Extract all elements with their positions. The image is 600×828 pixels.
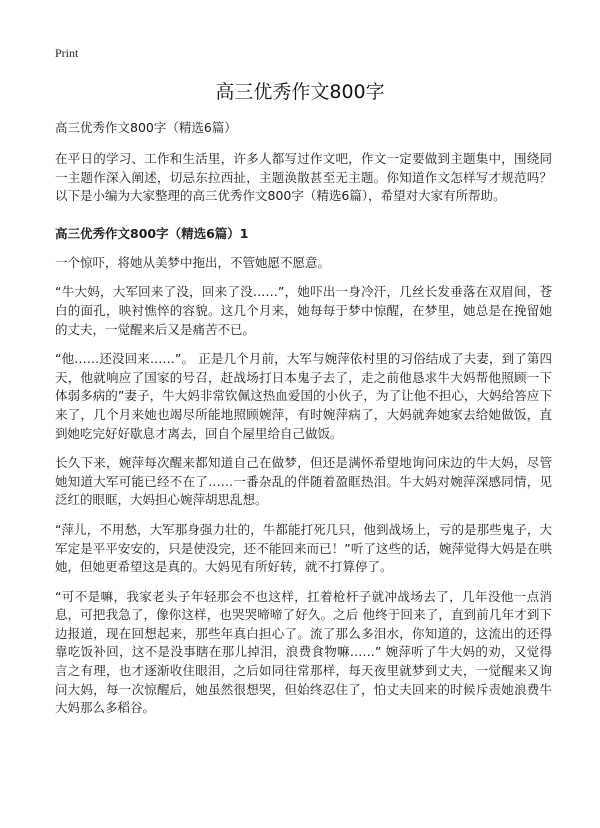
print-link[interactable]: Print <box>55 46 79 60</box>
paragraph-2: “牛大妈，大军回来了没，回来了没……”，她吓出一身冷汗，几丝长发垂落在双眉间，苍白的面孔，映衬憔悴的容貌。这几个月来，她每每于梦中惊醒，在梦里，她总是在挽留她的丈夫，一觉醒来后又是痛苦不已。 <box>55 284 552 337</box>
paragraph-3: “他……还没回来……”。 正是几个月前，大军与婉萍依村里的习俗结成了夫妻，到了第四天，他就响应了国家的号召，赶战场打日本鬼子去了，走之前他恳求牛大妈帮他照顾一下体弱多病的”妻子，牛大妈非常钦佩这热血爱国的小伙子，为了让他不担心，大妈给答应下来了，几个月来她也竭尽所能地照顾婉萍，有时婉萍病了，大妈就奔她家去给她做饭，直到她吃完好好歇息才离去，回自个屋里给自己做饭。 <box>55 351 552 441</box>
paragraph-4: 长久下来，婉萍每次醒来都知道自己在做梦，但还是满怀希望地询问床边的牛大妈，尽管她知道大军可能已经不在了……一番杂乱的伴随着盈眶热泪。牛大妈对婉萍深感同情，见泛红的眼眶，大妈担心婉萍胡思乱想。 <box>55 455 552 508</box>
section-heading: 高三优秀作文800字（精选6篇）1 <box>55 225 249 241</box>
paragraph-6: “可不是嘛，我家老头子年轻那会不也这样，扛着枪杆子就冲战场去了，几年没他一点消息，可把我急了，像你这样，也哭哭啼啼了好久。之后 他终于回来了，直到前几年才到下边报道，现在回想起来，那些年真白担心了。流了那么多泪水，你知道的，这流出的还得靠吃饭补回，这不是没事瞎在那儿掉泪，浪费食物嘛……” 婉萍听了牛大妈的劝，又觉得言之有理，也才逐渐收住眼泪，之后如同往常那样，每天夜里就梦到丈夫，一觉醒来又询问大妈，每一次惊醒后，她虽然很想哭，但始终忍住了，怕丈夫回来的时候斥责她浪费牛大妈那么多稻谷。 <box>55 588 552 716</box>
intro-paragraph: 在平日的学习、工作和生活里，许多人都写过作文吧，作文一定要做到主题集中，围绕同一主题作深入阐述，切忌东拉西扯，主题涣散甚至无主题。你知道作文怎样写才规范吗？以下是小编为大家整理的高三优秀作文800字（精选6篇），希望对大家有所帮助。 <box>55 151 552 204</box>
page-title: 高三优秀作文800字 <box>215 81 385 103</box>
paragraph-5: “萍儿，不用愁，大军那身强力壮的，牛都能打死几只，他到战场上，亏的是那些鬼子，大军定是平平安安的，只是使没完，还不能回来而已！”听了这些的话，婉萍觉得大妈是在哄她，但她更希望这是真的。大妈见有所好转，就不打算停了。 <box>55 521 552 575</box>
article-subtitle: 高三优秀作文800字（精选6篇） <box>55 120 237 135</box>
paragraph-1: 一个惊吓，将她从美梦中拖出，不管她愿不愿意。 <box>55 254 331 270</box>
article-body <box>55 120 552 729</box>
